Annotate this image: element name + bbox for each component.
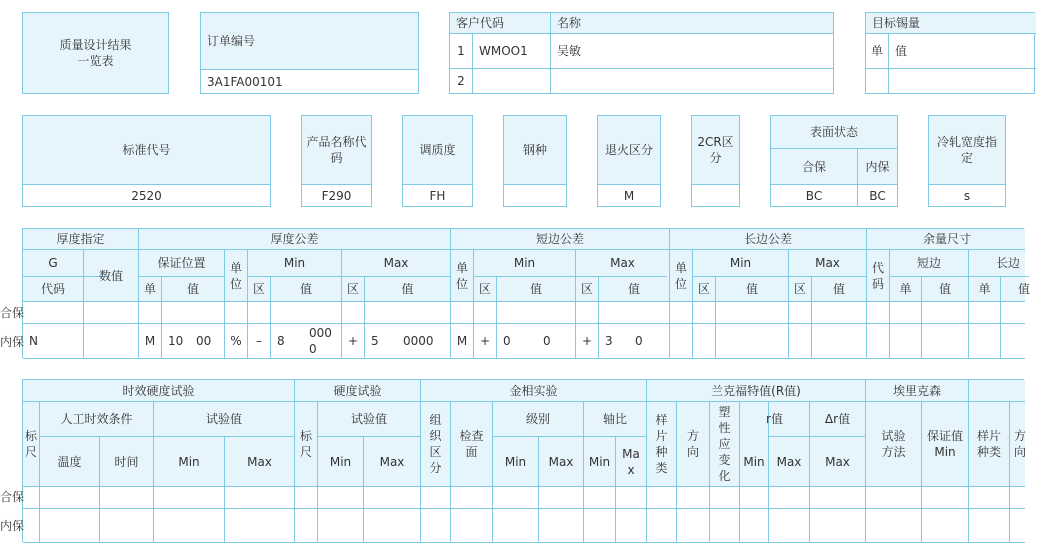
anneal-box: [597, 115, 661, 207]
lmin-value-header: 值: [745, 282, 758, 296]
temper-value[interactable]: FH: [429, 188, 446, 203]
grade-min-header: Min: [504, 454, 527, 469]
aging-min-header: Min: [178, 454, 200, 469]
grade-header: 级别: [525, 412, 550, 426]
nei-guar-unit[interactable]: M: [144, 334, 156, 348]
customer-row-code[interactable]: WMOO1: [479, 44, 528, 58]
cold-width-value[interactable]: s: [963, 188, 971, 203]
hardness-test-value-header: 试验值: [350, 412, 387, 426]
nei-smax-zone[interactable]: +: [581, 334, 593, 348]
hardness-test-header: 硬度试验: [333, 383, 382, 398]
temper-label: 调质度: [419, 143, 456, 157]
margin-short-header: 短边: [916, 256, 941, 270]
order-number-box: [200, 12, 419, 94]
value-header: 数值: [98, 268, 123, 283]
customer-row-no: 2: [457, 74, 465, 88]
test-method-header: 试验 方法: [881, 429, 906, 459]
temperature-header: 温度: [57, 454, 82, 469]
product-code-box: [301, 115, 372, 207]
tmin-zone-header: 区: [252, 282, 265, 296]
r-max-header: Max: [776, 454, 802, 469]
aging-test-value-header: 试验值: [205, 412, 242, 426]
surface-state-box: [770, 115, 898, 207]
r-value-header: r值: [766, 412, 783, 426]
short-min-header: Min: [513, 256, 536, 270]
customer-code-label: 客户代码: [456, 16, 505, 30]
cold-width-box: [928, 115, 1006, 207]
hardness-scale-header: 标 尺: [299, 429, 312, 459]
code-header: 代码: [40, 282, 65, 296]
product-code-label: 产品名称代 码: [306, 135, 367, 165]
long-edge-tolerance-header: 长边公差: [743, 232, 792, 246]
cold-width-label: 冷轧宽度指 定: [936, 135, 997, 165]
row-label-nei-2: 内保: [0, 519, 25, 533]
margin-size-header: 余量尺寸: [922, 232, 971, 246]
customer-row-code[interactable]: [473, 69, 550, 93]
nei-tmin-zone[interactable]: –: [256, 334, 262, 348]
target-tin-box: [865, 12, 1035, 94]
margin-code-header: 代 码: [871, 260, 884, 291]
anneal-label: 退火区分: [604, 143, 653, 157]
long-unit-header: 单 位: [674, 260, 687, 291]
standard-code-box: [22, 115, 271, 207]
direction2-header: 方 向: [1013, 429, 1026, 459]
smin-value-header: 值: [529, 282, 542, 296]
lmin-zone-header: 区: [697, 282, 710, 296]
nei-thick-unit[interactable]: %: [230, 334, 242, 348]
summary-title-box: [22, 12, 169, 94]
ml-unit-header: 单: [978, 282, 991, 296]
thickness-tolerance-header: 厚度公差: [270, 232, 319, 246]
delta-r-max-header: Max: [825, 454, 850, 469]
row-label-nei: 内保: [0, 335, 25, 349]
cr2-box: [691, 115, 740, 207]
aging-hardness-header: 时效硬度试验: [122, 383, 195, 398]
nei-guar-v2[interactable]: 00: [196, 334, 212, 348]
nei-smin-zone[interactable]: +: [479, 334, 491, 348]
thickness-spec-header: 厚度指定: [56, 232, 105, 246]
target-tin-unit: 单: [870, 44, 883, 58]
anneal-value[interactable]: M: [623, 188, 635, 203]
target-tin-label: 目标锡量: [872, 16, 921, 30]
direction-header: 方 向: [686, 429, 699, 459]
tolerance-table: [22, 228, 1030, 358]
nei-tmin-v1[interactable]: 8: [277, 334, 285, 348]
tmin-value-header: 值: [299, 282, 312, 296]
ml-value-header: 值: [1017, 282, 1030, 296]
tmax-zone-header: 区: [346, 282, 359, 296]
thickness-min-header: Min: [283, 256, 306, 270]
nei-short-unit[interactable]: M: [456, 334, 468, 348]
axis-max-header: Ma x: [622, 446, 640, 477]
erichsen-header: 埃里克森: [892, 383, 941, 398]
aging-max-header: Max: [247, 454, 272, 469]
order-number-label: 订单编号: [207, 34, 256, 48]
nei-smin-v2[interactable]: 0: [543, 334, 551, 348]
lmax-value-header: 值: [832, 282, 845, 296]
steel-grade-value[interactable]: [504, 185, 566, 206]
guarantee-position-header: 保证位置: [157, 256, 206, 270]
check-face-header: 检查 面: [459, 429, 484, 459]
long-min-header: Min: [729, 256, 752, 270]
customer-table: [449, 12, 834, 94]
test-table: [22, 379, 1024, 542]
short-max-header: Max: [610, 256, 635, 270]
customer-row-no: 1: [457, 44, 465, 58]
nei-g-code[interactable]: N: [29, 334, 38, 348]
cr2-label: 2CR区 分: [697, 135, 734, 165]
steel-grade-box: [503, 115, 567, 207]
nei-smin-v1[interactable]: 0: [503, 334, 511, 348]
hardness-min-header: Min: [329, 454, 352, 469]
summary-title: 质量设计结果 一览表: [59, 38, 132, 68]
steel-grade-label: 钢种: [522, 143, 547, 157]
guarantee-min-header: 保证值 Min: [926, 429, 963, 459]
surface-nei-label: 内保: [865, 159, 890, 174]
smax-value-header: 值: [627, 282, 640, 296]
aging-scale-header: 标 尺: [24, 429, 37, 459]
delta-r-header: Δr值: [824, 412, 851, 426]
customer-row-name[interactable]: [551, 69, 831, 93]
sample-type-header: 样 片 种 类: [655, 413, 668, 475]
axis-ratio-header: 轴比: [602, 412, 627, 426]
hardness-max-header: Max: [379, 454, 405, 469]
nei-tmax-v2[interactable]: 0000: [403, 334, 434, 348]
order-number-value[interactable]: 3A1FA00101: [207, 75, 283, 89]
plastic-strain-header: 塑 性 应 变 化: [718, 405, 731, 483]
nei-tmax-v1[interactable]: 5: [371, 334, 379, 348]
ms-value-header: 值: [938, 282, 951, 296]
axis-min-header: Min: [588, 454, 611, 469]
surface-he-label: 合保: [801, 159, 826, 174]
nei-tmax-zone[interactable]: +: [347, 334, 359, 348]
customer-name-label: 名称: [557, 16, 582, 30]
product-code-value[interactable]: F290: [321, 188, 352, 203]
surface-he-value[interactable]: BC: [805, 188, 823, 203]
tmax-value-header: 值: [401, 282, 414, 296]
thickness-max-header: Max: [383, 256, 409, 270]
row-label-he-2: 合保: [0, 490, 25, 504]
lmax-zone-header: 区: [793, 282, 806, 296]
surface-nei-value[interactable]: BC: [869, 188, 886, 203]
grade-max-header: Max: [548, 454, 574, 469]
smax-zone-header: 区: [580, 282, 593, 296]
nei-smax-v2[interactable]: 0: [635, 334, 643, 348]
time-header: 时间: [114, 454, 139, 469]
ms-unit-header: 单: [899, 282, 912, 296]
short-unit-header: 单 位: [455, 260, 468, 291]
org-zone-header: 组 织 区 分: [429, 413, 442, 475]
standard-code-label: 标准代号: [122, 143, 171, 157]
guar-value-header: 值: [186, 282, 199, 296]
short-edge-tolerance-header: 短边公差: [535, 232, 584, 246]
nei-tmin-v2[interactable]: 000 0: [309, 326, 332, 356]
nei-guar-v1[interactable]: 10: [168, 334, 184, 348]
unit-header: 单 位: [229, 260, 242, 291]
nei-smax-v1[interactable]: 3: [605, 334, 613, 348]
temper-box: [402, 115, 473, 207]
cr2-value[interactable]: [692, 185, 739, 206]
smin-zone-header: 区: [478, 282, 491, 296]
metallography-header: 金相实验: [509, 383, 558, 398]
r-min-header: Min: [743, 454, 765, 469]
target-tin-value: 值: [895, 44, 908, 58]
row-label-he: 合保: [0, 306, 25, 320]
g-header: G: [48, 256, 58, 270]
customer-row-name[interactable]: 吴敏: [557, 44, 582, 58]
margin-long-header: 长边: [995, 256, 1020, 270]
guar-unit-header: 单: [143, 282, 156, 296]
lankford-header: 兰克福特值(R值): [711, 383, 801, 398]
long-max-header: Max: [815, 256, 840, 270]
standard-code-value[interactable]: 2520: [131, 188, 162, 203]
surface-state-label: 表面状态: [809, 125, 858, 139]
aging-condition-header: 人工时效条件: [60, 412, 133, 426]
sample-type2-header: 样片 种类: [976, 429, 1001, 459]
